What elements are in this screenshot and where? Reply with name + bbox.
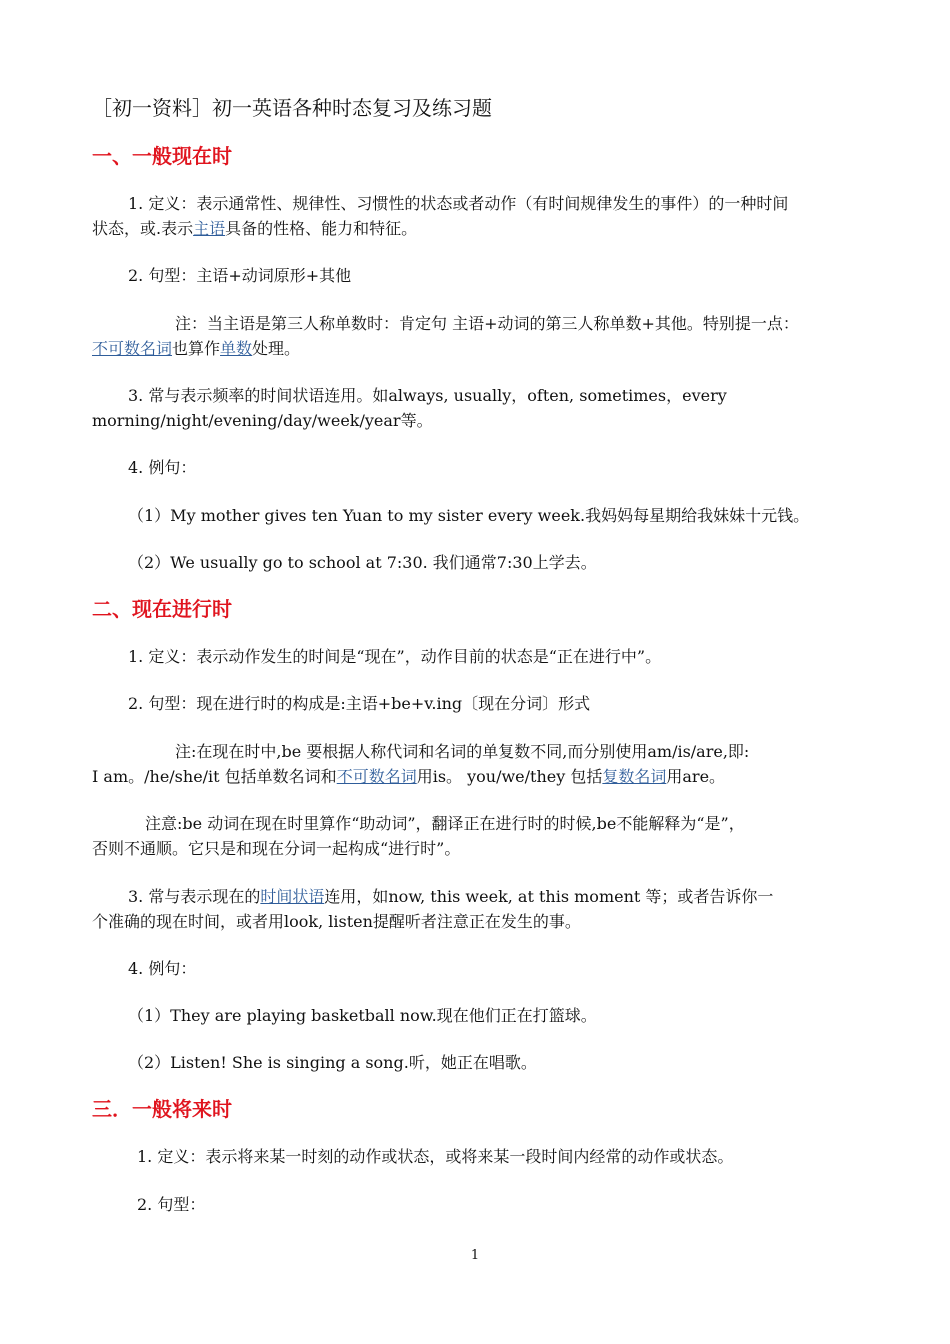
paragraph-text: 1. 定义：表示动作发生的时间是“现在”，动作目前的状态是“正在进行中”。 bbox=[128, 647, 662, 666]
text-span: 连用，如now, this week, at this moment 等；或者告诉你一 bbox=[324, 887, 774, 906]
link-uncountable-noun[interactable]: 不可数名词 bbox=[336, 767, 417, 786]
paragraph-text bbox=[128, 886, 773, 908]
example-sentence: （2）We usually go to school at 7:30. 我们通常7:30上学去。 bbox=[128, 553, 597, 572]
text-span: 用is。 you/we/they 包括 bbox=[416, 767, 603, 786]
text-span: 用are。 bbox=[666, 767, 726, 786]
paragraph-text: 1. 定义：表示通常性、规律性、习惯性的状态或者动作（有时间规律发生的事件）的一种时间 bbox=[128, 194, 789, 213]
page-title: ［初一资料］初一英语各种时态复习及练习题 bbox=[92, 96, 492, 120]
text-span: 处理。 bbox=[252, 339, 301, 358]
section-heading-present-simple: 一、一般现在时 bbox=[92, 144, 232, 168]
text-span: I am。/he/she/it 包括单数名词和 bbox=[92, 767, 337, 786]
paragraph-text: 2. 句型： bbox=[137, 1195, 206, 1214]
link-plural-noun[interactable]: 复数名词 bbox=[602, 767, 667, 786]
section-heading-present-continuous: 二、现在进行时 bbox=[92, 597, 232, 621]
paragraph-text: 2. 句型：现在进行时的构成是:主语+be+v.ing〔现在分词〕形式 bbox=[128, 694, 591, 713]
note-text: 注意:be 动词在现在时里算作“助动词”，翻译正在进行时的时候,be不能解释为“是”， bbox=[145, 814, 745, 833]
example-sentence: （2）Listen! She is singing a song.听，她正在唱歌。 bbox=[128, 1053, 537, 1072]
note-text bbox=[92, 338, 300, 360]
paragraph-text: 2. 句型：主语+动词原形+其他 bbox=[128, 266, 352, 285]
link-subject[interactable]: 主语 bbox=[193, 219, 226, 238]
text-span: 3. 常与表示现在的 bbox=[128, 887, 261, 906]
example-sentence: （1）My mother gives ten Yuan to my sister every week.我妈妈每星期给我妹妹十元钱。 bbox=[128, 506, 810, 525]
note-text: 注：当主语是第三人称单数时：肯定句 主语+动词的第三人称单数+其他。特别提一点： bbox=[175, 314, 799, 333]
page-number: 1 bbox=[470, 1248, 480, 1263]
note-text: 注:在现在时中,be 要根据人称代词和名词的单复数不同,而分别使用am/is/are,即: bbox=[175, 742, 750, 761]
section-heading-future-simple: 三．一般将来时 bbox=[92, 1097, 232, 1121]
link-adverbial-of-time[interactable]: 时间状语 bbox=[260, 887, 325, 906]
text-span: 也算作 bbox=[172, 339, 221, 358]
paragraph-text bbox=[92, 218, 417, 240]
example-sentence: （1）They are playing basketball now.现在他们正在打篮球。 bbox=[128, 1006, 597, 1025]
paragraph-text: morning/night/evening/day/week/year等。 bbox=[92, 411, 433, 430]
text-span: 状态，或.表示 bbox=[92, 219, 194, 238]
paragraph-text: 1. 定义：表示将来某一时刻的动作或状态，或将来某一段时间内经常的动作或状态。 bbox=[137, 1147, 734, 1166]
note-text: 否则不通顺。它只是和现在分词一起构成“进行时”。 bbox=[92, 839, 461, 858]
text-span: 具备的性格、能力和特征。 bbox=[225, 219, 418, 238]
note-text bbox=[92, 766, 725, 788]
link-uncountable-noun[interactable]: 不可数名词 bbox=[92, 339, 173, 358]
paragraph-text: 3. 常与表示频率的时间状语连用。如always, usually，often, sometimes，every bbox=[128, 386, 727, 405]
paragraph-text: 4. 例句： bbox=[128, 959, 197, 978]
paragraph-text: 个准确的现在时间，或者用look, listen提醒听者注意正在发生的事。 bbox=[92, 912, 581, 931]
link-singular[interactable]: 单数 bbox=[220, 339, 253, 358]
paragraph-text: 4. 例句： bbox=[128, 458, 197, 477]
